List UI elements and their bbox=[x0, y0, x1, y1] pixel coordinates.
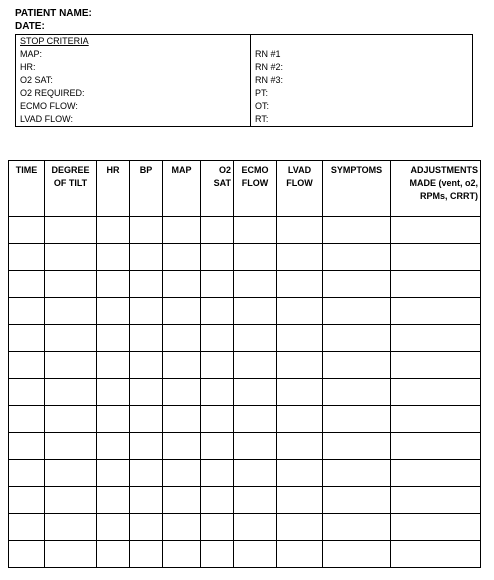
table-cell[interactable] bbox=[391, 541, 481, 568]
staff-rn3-field: RN #3: bbox=[255, 75, 284, 85]
table-cell[interactable] bbox=[201, 541, 234, 568]
table-cell[interactable] bbox=[130, 298, 163, 325]
table-cell[interactable] bbox=[130, 352, 163, 379]
table-cell[interactable] bbox=[277, 541, 323, 568]
table-cell[interactable] bbox=[130, 379, 163, 406]
table-cell[interactable] bbox=[391, 217, 481, 244]
table-cell[interactable] bbox=[97, 433, 130, 460]
table-cell[interactable] bbox=[9, 325, 45, 352]
table-cell[interactable] bbox=[9, 514, 45, 541]
table-cell[interactable] bbox=[323, 541, 391, 568]
table-cell[interactable] bbox=[130, 541, 163, 568]
table-cell[interactable] bbox=[391, 325, 481, 352]
table-row bbox=[9, 514, 481, 541]
criteria-o2-required-field: O2 REQUIRED: bbox=[16, 87, 251, 100]
table-cell[interactable] bbox=[9, 217, 45, 244]
table-cell[interactable] bbox=[163, 433, 201, 460]
table-cell[interactable] bbox=[9, 244, 45, 271]
table-cell[interactable] bbox=[130, 406, 163, 433]
table-cell[interactable] bbox=[163, 541, 201, 568]
table-cell[interactable] bbox=[234, 433, 277, 460]
table-cell[interactable] bbox=[323, 406, 391, 433]
table-cell[interactable] bbox=[130, 244, 163, 271]
table-cell[interactable] bbox=[234, 325, 277, 352]
table-cell[interactable] bbox=[277, 514, 323, 541]
table-cell[interactable] bbox=[277, 406, 323, 433]
table-cell[interactable] bbox=[45, 460, 97, 487]
table-cell[interactable] bbox=[201, 460, 234, 487]
table-cell[interactable] bbox=[323, 298, 391, 325]
table-cell[interactable] bbox=[201, 406, 234, 433]
table-cell[interactable] bbox=[234, 217, 277, 244]
table-row bbox=[9, 433, 481, 460]
table-cell[interactable] bbox=[234, 541, 277, 568]
table-cell[interactable] bbox=[234, 244, 277, 271]
table-cell[interactable] bbox=[323, 433, 391, 460]
col-header-map: MAP bbox=[163, 161, 201, 217]
staff-field bbox=[251, 35, 473, 49]
table-cell[interactable] bbox=[97, 352, 130, 379]
table-cell[interactable] bbox=[163, 352, 201, 379]
col-header-symptoms: SYMPTOMS bbox=[323, 161, 391, 217]
table-cell[interactable] bbox=[130, 271, 163, 298]
table-cell[interactable] bbox=[97, 406, 130, 433]
date-label: DATE: bbox=[15, 21, 45, 32]
table-row bbox=[9, 325, 481, 352]
table-cell[interactable] bbox=[45, 271, 97, 298]
col-header-lvad-flow: LVAD FLOW bbox=[277, 161, 323, 217]
table-cell[interactable] bbox=[391, 244, 481, 271]
table-cell[interactable] bbox=[234, 460, 277, 487]
table-cell[interactable] bbox=[9, 298, 45, 325]
table-cell[interactable] bbox=[97, 379, 130, 406]
col-header-time: TIME bbox=[9, 161, 45, 217]
table-cell[interactable] bbox=[201, 487, 234, 514]
table-cell[interactable] bbox=[277, 217, 323, 244]
col-header-hr: HR bbox=[97, 161, 130, 217]
table-cell[interactable] bbox=[234, 406, 277, 433]
table-cell[interactable] bbox=[323, 487, 391, 514]
table-cell[interactable] bbox=[323, 379, 391, 406]
table-cell[interactable] bbox=[163, 325, 201, 352]
table-row bbox=[9, 271, 481, 298]
table-row bbox=[9, 460, 481, 487]
staff-ot-field: OT: bbox=[255, 101, 270, 111]
criteria-lvad-flow-field: LVAD FLOW: bbox=[16, 113, 251, 127]
table-cell[interactable] bbox=[323, 271, 391, 298]
staff-rn2-field: RN #2: bbox=[255, 62, 284, 72]
table-cell[interactable] bbox=[323, 352, 391, 379]
table-cell[interactable] bbox=[201, 514, 234, 541]
table-cell[interactable] bbox=[201, 379, 234, 406]
table-cell[interactable] bbox=[163, 460, 201, 487]
table-cell[interactable] bbox=[201, 271, 234, 298]
table-cell[interactable] bbox=[97, 460, 130, 487]
table-cell[interactable] bbox=[201, 325, 234, 352]
criteria-map-field: MAP: bbox=[16, 48, 251, 61]
table-cell[interactable] bbox=[130, 487, 163, 514]
table-cell[interactable] bbox=[45, 244, 97, 271]
table-cell[interactable] bbox=[9, 433, 45, 460]
table-cell[interactable] bbox=[391, 352, 481, 379]
table-cell[interactable] bbox=[201, 244, 234, 271]
table-cell[interactable] bbox=[201, 217, 234, 244]
table-cell[interactable] bbox=[163, 217, 201, 244]
table-cell[interactable] bbox=[97, 514, 130, 541]
col-header-adjustments-made: ADJUSTMENTS MADE (vent, o2, RPMs, CRRT) bbox=[391, 161, 481, 217]
table-cell[interactable] bbox=[277, 325, 323, 352]
table-row bbox=[9, 244, 481, 271]
table-cell[interactable] bbox=[163, 244, 201, 271]
table-row bbox=[9, 406, 481, 433]
table-cell[interactable] bbox=[45, 514, 97, 541]
criteria-o2-sat-field: O2 SAT: bbox=[16, 74, 251, 87]
table-cell[interactable] bbox=[45, 352, 97, 379]
table-cell[interactable] bbox=[45, 487, 97, 514]
table-cell[interactable] bbox=[323, 325, 391, 352]
table-row bbox=[9, 352, 481, 379]
stop-criteria-box bbox=[15, 34, 473, 127]
table-cell[interactable] bbox=[130, 433, 163, 460]
table-cell[interactable] bbox=[97, 244, 130, 271]
table-cell[interactable] bbox=[391, 379, 481, 406]
table-row bbox=[9, 487, 481, 514]
stop-criteria-title: STOP CRITERIA bbox=[16, 35, 251, 49]
table-cell[interactable] bbox=[277, 433, 323, 460]
table-cell[interactable] bbox=[234, 271, 277, 298]
table-cell[interactable] bbox=[277, 244, 323, 271]
table-cell[interactable] bbox=[9, 271, 45, 298]
table-cell[interactable] bbox=[9, 460, 45, 487]
table-cell[interactable] bbox=[201, 433, 234, 460]
table-cell[interactable] bbox=[97, 487, 130, 514]
criteria-ecmo-flow-field: ECMO FLOW: bbox=[16, 100, 251, 113]
table-cell[interactable] bbox=[391, 271, 481, 298]
criteria-hr-field: HR: bbox=[16, 61, 251, 74]
table-cell[interactable] bbox=[97, 541, 130, 568]
patient-name-label: PATIENT NAME: bbox=[15, 8, 92, 19]
table-cell[interactable] bbox=[163, 406, 201, 433]
table-cell[interactable] bbox=[234, 514, 277, 541]
table-cell[interactable] bbox=[323, 244, 391, 271]
table-cell[interactable] bbox=[97, 298, 130, 325]
table-cell[interactable] bbox=[277, 352, 323, 379]
table-cell[interactable] bbox=[45, 325, 97, 352]
table-cell[interactable] bbox=[323, 460, 391, 487]
table-cell[interactable] bbox=[130, 325, 163, 352]
table-row bbox=[9, 298, 481, 325]
table-header-row bbox=[9, 161, 481, 217]
table-cell[interactable] bbox=[163, 271, 201, 298]
table-cell[interactable] bbox=[130, 514, 163, 541]
table-cell[interactable] bbox=[97, 271, 130, 298]
table-cell[interactable] bbox=[391, 514, 481, 541]
col-header-bp: BP bbox=[130, 161, 163, 217]
table-cell[interactable] bbox=[45, 541, 97, 568]
table-cell[interactable] bbox=[234, 352, 277, 379]
table-cell[interactable] bbox=[45, 217, 97, 244]
tilt-log-table bbox=[8, 160, 481, 568]
table-cell[interactable] bbox=[9, 379, 45, 406]
col-header-ecmo-flow: ECMO FLOW bbox=[234, 161, 277, 217]
col-header-degree-of-tilt: DEGREE OF TILT bbox=[45, 161, 97, 217]
table-cell[interactable] bbox=[277, 379, 323, 406]
table-cell[interactable] bbox=[391, 433, 481, 460]
table-cell[interactable] bbox=[323, 514, 391, 541]
table-cell[interactable] bbox=[391, 487, 481, 514]
table-cell[interactable] bbox=[163, 379, 201, 406]
table-cell[interactable] bbox=[323, 217, 391, 244]
table-cell[interactable] bbox=[277, 298, 323, 325]
table-cell[interactable] bbox=[97, 217, 130, 244]
table-cell[interactable] bbox=[9, 406, 45, 433]
staff-rn1-field: RN #1 bbox=[255, 49, 281, 59]
table-row bbox=[9, 217, 481, 244]
table-cell[interactable] bbox=[163, 487, 201, 514]
table-row bbox=[9, 379, 481, 406]
table-cell[interactable] bbox=[45, 433, 97, 460]
table-cell[interactable] bbox=[9, 352, 45, 379]
table-cell[interactable] bbox=[234, 487, 277, 514]
table-row bbox=[9, 541, 481, 568]
table-cell[interactable] bbox=[277, 460, 323, 487]
table-cell[interactable] bbox=[45, 379, 97, 406]
staff-rt-field: RT: bbox=[255, 114, 269, 124]
table-cell[interactable] bbox=[201, 298, 234, 325]
table-cell[interactable] bbox=[391, 406, 481, 433]
table-cell[interactable] bbox=[9, 541, 45, 568]
table-cell[interactable] bbox=[234, 379, 277, 406]
table-cell[interactable] bbox=[391, 298, 481, 325]
staff-pt-field: PT: bbox=[255, 88, 269, 98]
table-cell[interactable] bbox=[391, 460, 481, 487]
table-cell[interactable] bbox=[163, 298, 201, 325]
table-cell[interactable] bbox=[201, 352, 234, 379]
table-cell[interactable] bbox=[130, 217, 163, 244]
table-cell[interactable] bbox=[45, 406, 97, 433]
table-cell[interactable] bbox=[277, 271, 323, 298]
table-cell[interactable] bbox=[277, 487, 323, 514]
table-cell[interactable] bbox=[234, 298, 277, 325]
col-header-o2-sat: O2 SAT bbox=[201, 161, 234, 217]
table-cell[interactable] bbox=[163, 514, 201, 541]
table-cell[interactable] bbox=[45, 298, 97, 325]
table-cell[interactable] bbox=[9, 487, 45, 514]
table-cell[interactable] bbox=[130, 460, 163, 487]
table-cell[interactable] bbox=[97, 325, 130, 352]
